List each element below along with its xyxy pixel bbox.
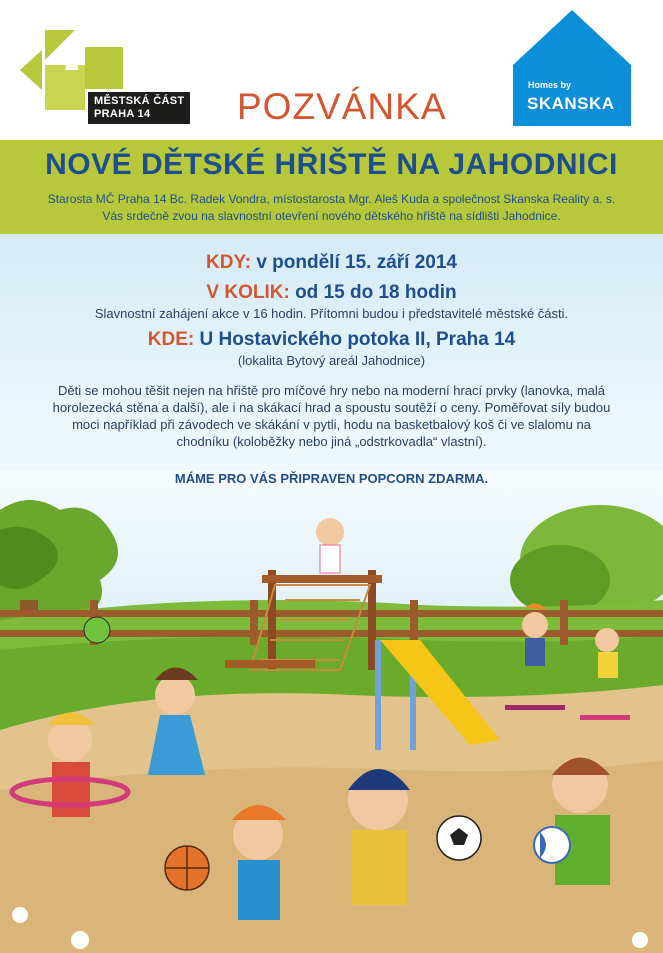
child-orange-hair xyxy=(232,805,286,920)
ball-basketball xyxy=(165,846,209,890)
playground-illustration xyxy=(0,470,663,953)
child-dark-hair xyxy=(348,769,410,905)
when-value: v pondělí 15. září 2014 xyxy=(256,252,457,273)
description-line3: moci například při závodech ve skákání v pytli, hodu na basketbalový koš či ve slalomu na xyxy=(72,417,591,432)
where-value: U Hostavického potoka II, Praha 14 xyxy=(199,329,516,350)
subtitle-line2: Vás srdečně zvou na slavnostní otevření nového dětského hřiště na sídlišti Jahodnice. xyxy=(102,209,561,223)
skanska-tagline: Homes by xyxy=(528,80,572,90)
logo-line1: MĚSTSKÁ ČÁST xyxy=(94,95,185,107)
event-title: NOVÉ DĚTSKÉ HŘIŠTĚ NA JAHODNICI xyxy=(45,148,618,181)
description-line2: horolezecká stěna a další), ale i na skákací hrad a spoustu soutěží o ceny. Poměřovat síly budou xyxy=(52,400,611,415)
subtitle-line1: Starosta MČ Praha 14 Bc. Radek Vondra, místostarosta Mgr. Aleš Kuda a společnost Skanska Reality a. s. xyxy=(47,192,616,206)
where-note: (lokalita Bytový areál Jahodnice) xyxy=(237,353,426,368)
time-label: V KOLIK: xyxy=(206,282,290,303)
child-green-shirt xyxy=(552,757,610,885)
ball-beach xyxy=(534,827,570,863)
where-line xyxy=(0,329,663,351)
header xyxy=(0,0,663,140)
description-line4: chodníku (koloběžky nebo jiná „odstrkovadla“ vlastní). xyxy=(176,434,487,449)
logo-label xyxy=(88,92,190,124)
time-line xyxy=(0,282,663,304)
skanska-name: SKANSKA xyxy=(527,94,615,113)
ball-soccer xyxy=(437,816,481,860)
description xyxy=(40,382,623,450)
child-on-top xyxy=(316,518,344,573)
time-note: Slavnostní zahájení akce v 16 hodin. Přítomni budou i představitelé městské části. xyxy=(94,306,569,321)
where-label: KDE: xyxy=(147,329,195,350)
popcorn-note: MÁME PRO VÁS PŘIPRAVEN POPCORN ZDARMA. xyxy=(174,471,489,486)
description-line1: Děti se mohou těšit nejen na hřiště pro míčové hry nebo na moderní hrací prvky (lanovka, malá xyxy=(58,383,605,398)
when-label: KDY: xyxy=(206,252,252,273)
time-value: od 15 do 18 hodin xyxy=(295,282,457,303)
when-line xyxy=(0,252,663,274)
page-heading: POZVÁNKA xyxy=(237,86,447,127)
ball-green xyxy=(84,617,110,643)
logo-line2: PRAHA 14 xyxy=(94,108,151,120)
